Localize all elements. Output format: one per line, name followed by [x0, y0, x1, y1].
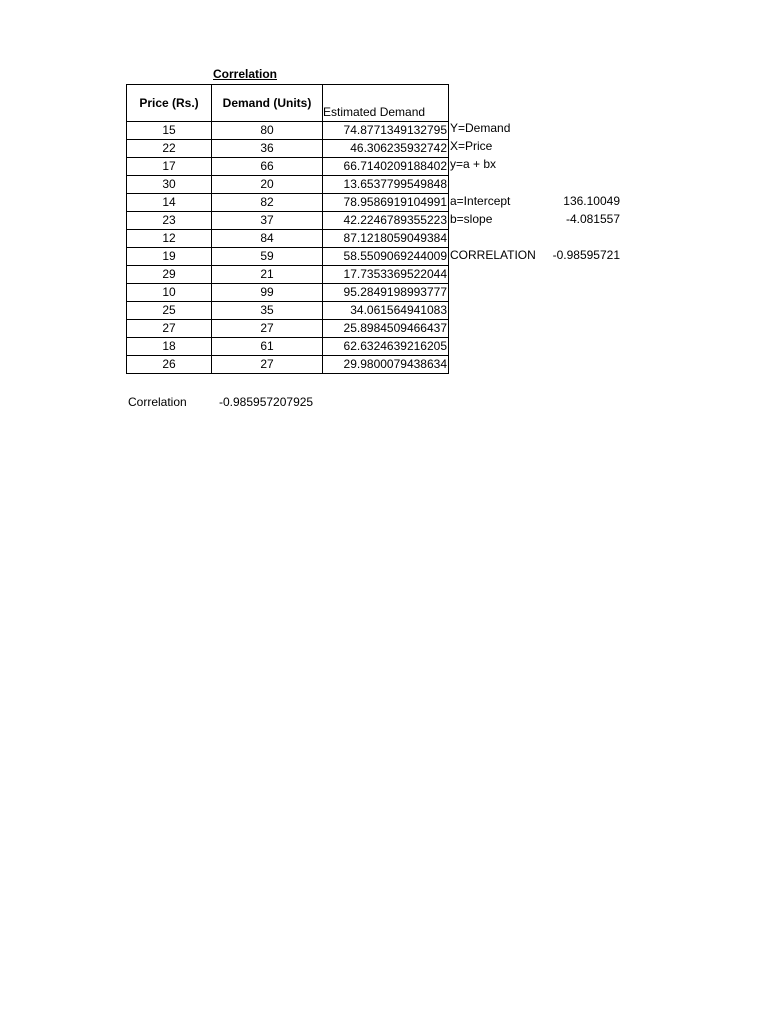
correlation-value: -0.98595721 — [552, 248, 620, 262]
cell-price: 12 — [127, 230, 212, 248]
cell-estimated-demand: 62.6324639216205 — [323, 338, 449, 356]
table-row — [127, 338, 449, 356]
cell-estimated-demand: 95.2849198993777 — [323, 284, 449, 302]
cell-price: 22 — [127, 140, 212, 158]
cell-price: 15 — [127, 122, 212, 140]
slope-label: b=slope — [450, 212, 493, 226]
cell-estimated-demand: 17.7353369522044 — [323, 266, 449, 284]
intercept-value: 136.10049 — [563, 194, 620, 208]
table-row — [127, 248, 449, 266]
cell-estimated-demand: 66.7140209188402 — [323, 158, 449, 176]
table-row — [127, 320, 449, 338]
cell-price: 10 — [127, 284, 212, 302]
table-row — [127, 356, 449, 374]
cell-demand: 61 — [212, 338, 323, 356]
cell-estimated-demand: 25.8984509466437 — [323, 320, 449, 338]
cell-demand: 36 — [212, 140, 323, 158]
cell-price: 17 — [127, 158, 212, 176]
cell-price: 14 — [127, 194, 212, 212]
header-estimated-demand: Estimated Demand — [323, 85, 449, 122]
page-title: Correlation — [213, 67, 278, 81]
intercept-label: a=Intercept — [450, 194, 511, 208]
cell-estimated-demand: 29.9800079438634 — [323, 356, 449, 374]
table-row — [127, 158, 449, 176]
table-row — [127, 266, 449, 284]
cell-demand: 35 — [212, 302, 323, 320]
header-price: Price (Rs.) — [127, 85, 212, 122]
table-row — [127, 284, 449, 302]
cell-estimated-demand: 74.8771349132795 — [323, 122, 449, 140]
footer-correlation-label: Correlation — [128, 395, 187, 409]
table-row — [127, 302, 449, 320]
table-row — [127, 176, 449, 194]
footer-correlation-value: -0.985957207925 — [219, 395, 314, 409]
cell-price: 23 — [127, 212, 212, 230]
cell-estimated-demand: 78.9586919104991 — [323, 194, 449, 212]
cell-estimated-demand: 87.1218059049384 — [323, 230, 449, 248]
cell-estimated-demand: 13.6537799549848 — [323, 176, 449, 194]
table-header-row — [127, 85, 449, 122]
cell-demand: 99 — [212, 284, 323, 302]
table-row — [127, 140, 449, 158]
cell-estimated-demand: 58.5509069244009 — [323, 248, 449, 266]
cell-estimated-demand: 34.061564941083 — [323, 302, 449, 320]
header-demand: Demand (Units) — [212, 85, 323, 122]
table-row — [127, 122, 449, 140]
cell-demand: 66 — [212, 158, 323, 176]
table-row — [127, 212, 449, 230]
cell-demand: 20 — [212, 176, 323, 194]
cell-demand: 27 — [212, 320, 323, 338]
cell-estimated-demand: 42.2246789355223 — [323, 212, 449, 230]
cell-price: 30 — [127, 176, 212, 194]
cell-price: 26 — [127, 356, 212, 374]
cell-demand: 27 — [212, 356, 323, 374]
slope-value: -4.081557 — [565, 212, 620, 226]
cell-demand: 59 — [212, 248, 323, 266]
table-row — [127, 194, 449, 212]
cell-price: 19 — [127, 248, 212, 266]
cell-demand: 84 — [212, 230, 323, 248]
cell-demand: 80 — [212, 122, 323, 140]
cell-estimated-demand: 46.306235932742 — [323, 140, 449, 158]
table-row — [127, 230, 449, 248]
cell-price: 29 — [127, 266, 212, 284]
cell-price: 27 — [127, 320, 212, 338]
data-table — [126, 84, 449, 374]
cell-price: 25 — [127, 302, 212, 320]
correlation-label: CORRELATION — [450, 248, 536, 262]
cell-demand: 21 — [212, 266, 323, 284]
cell-price: 18 — [127, 338, 212, 356]
cell-demand: 37 — [212, 212, 323, 230]
cell-demand: 82 — [212, 194, 323, 212]
footer-correlation — [128, 395, 314, 409]
